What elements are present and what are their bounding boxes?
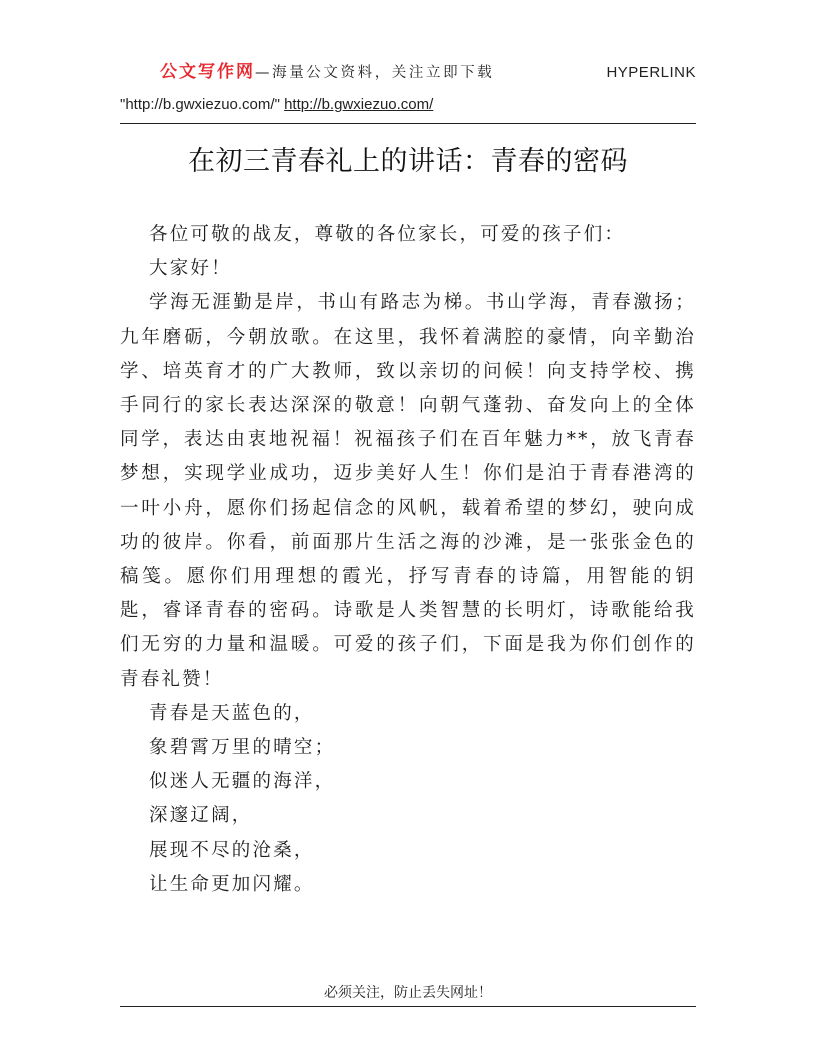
page-header (120, 58, 696, 116)
header-tagline: —海量公文资料，关注立即下载 (255, 65, 495, 81)
header-line-2 (120, 94, 696, 116)
greeting: 大家好！ (149, 258, 232, 280)
poem-line: 深邃辽阔， (149, 805, 253, 827)
website-link[interactable]: http://b.gwxiezuo.com/ (284, 96, 434, 113)
url-field-code: "http://b.gwxiezuo.com/" (120, 96, 280, 113)
page-footer: 必须关注，防止丢失网址！ (324, 985, 492, 1001)
document-body (120, 218, 696, 902)
brand-tagline-group (120, 58, 494, 87)
poem-line: 让生命更加闪耀。 (149, 873, 315, 895)
poem-line: 似迷人无疆的海洋， (149, 771, 336, 793)
poem-line: 青春是天蓝色的， (149, 702, 315, 724)
hyperlink-field-code: HYPERLINK (606, 64, 696, 81)
document-title: 在初三青春礼上的讲话：青春的密码 (188, 146, 628, 178)
body-paragraph: 学海无涯勤是岸，书山有路志为梯。书山学海，青春激扬；九年磨砺，今朝放歌。在这里，我怀着满腔的豪情，向辛勤治学、培英育才的广大教师，致以亲切的问候！向支持学校、携手同行的家长表达深深的敬意！向朝气蓬勃、奋发向上的全体同学，表达由衷地祝福！祝福孩子们在百年魅力**，放飞青春梦想，实现学业成功，迈步美好人生！你们是泊于青春港湾的一叶小舟，愿你们扬起信念的风帆，载着希望的梦幻，驶向成功的彼岸。你看，前面那片生活之海的沙滩，是一张张金色的稿笺。愿你们用理想的霞光，抒写青春的诗篇，用智能的钥匙，睿译青春的密码。诗歌是人类智慧的长明灯，诗歌能给我们无穷的力量和温暖。可爱的孩子们，下面是我为你们创作的青春礼赞！ (120, 292, 696, 690)
poem-line: 象碧霄万里的晴空； (149, 737, 336, 759)
footer-divider (120, 1006, 696, 1007)
header-line-1 (120, 58, 696, 86)
poem-line: 展现不尽的沧桑， (149, 839, 315, 861)
brand-name[interactable]: 公文写作网 (160, 62, 255, 82)
salutation: 各位可敬的战友，尊敬的各位家长，可爱的孩子们： (149, 224, 626, 245)
header-divider (120, 123, 696, 124)
